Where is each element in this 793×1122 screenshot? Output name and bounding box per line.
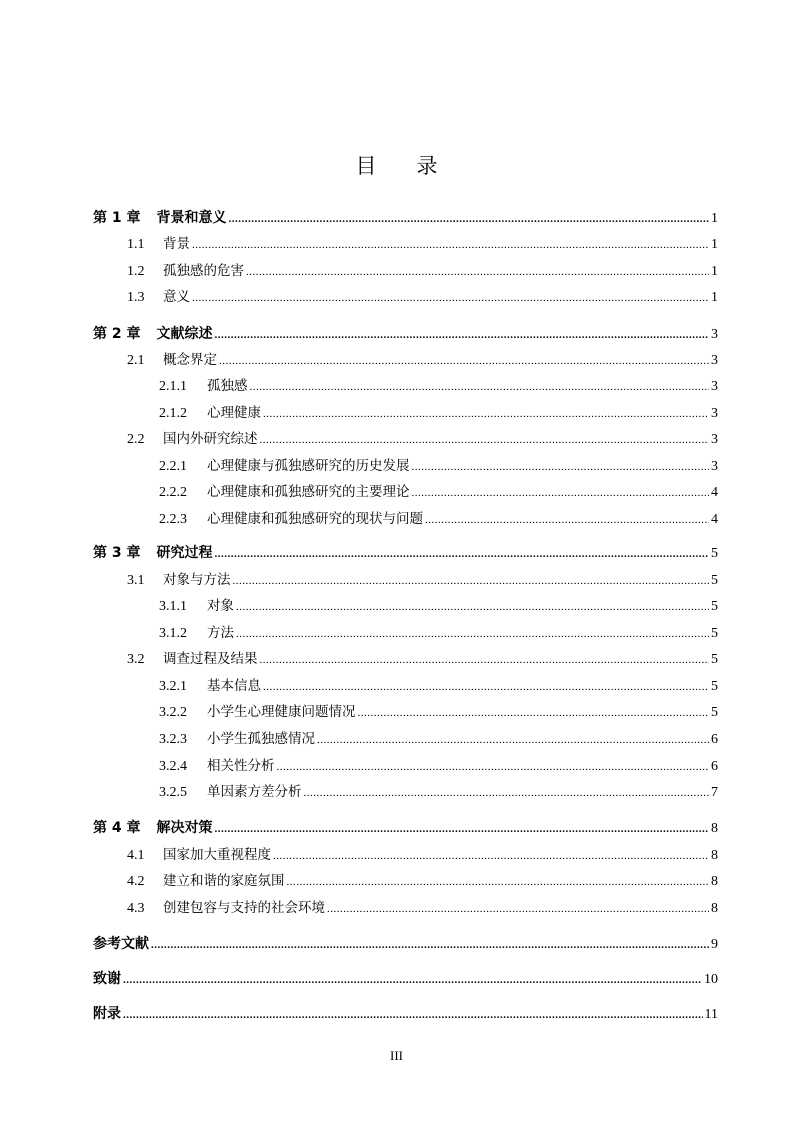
toc-entry[interactable] (93, 781, 718, 803)
toc-entry-page-number: 5 (711, 679, 718, 694)
toc-entry-number: 2.2 (127, 432, 145, 447)
toc-entry-title: 概念界定 (163, 352, 217, 368)
toc-entry-page-number: 9 (711, 937, 718, 952)
toc-entry[interactable] (93, 728, 718, 750)
toc-dot-leader (236, 596, 709, 618)
toc-entry[interactable] (93, 508, 718, 530)
toc-entry-title: 背景 (163, 236, 190, 252)
toc-entry-title: 国家加大重视程度 (163, 847, 271, 863)
toc-entry-number: 第 1 章 (93, 210, 141, 226)
toc-dot-leader (327, 898, 709, 920)
toc-entry-number: 3.1 (127, 573, 145, 588)
toc-entry-title: 心理健康 (207, 405, 261, 421)
toc-entry-title: 心理健康和孤独感研究的现状与问题 (207, 511, 423, 527)
toc-entry-page-number: 6 (711, 732, 718, 747)
toc-entry-number: 第 2 章 (93, 326, 141, 342)
toc-entry-title: 文献综述 (156, 326, 213, 342)
toc-entry-page-number: 3 (711, 406, 718, 421)
toc-entry[interactable] (93, 349, 718, 371)
toc-dot-leader (215, 324, 710, 346)
toc-entry-page-number: 11 (704, 1007, 718, 1022)
toc-entry-title: 孤独感 (207, 378, 248, 394)
toc-dot-leader (263, 676, 709, 698)
toc-entry[interactable] (93, 323, 718, 345)
toc-entry-title: 致谢 (93, 971, 121, 987)
toc-entry-number: 4.1 (127, 848, 145, 863)
toc-entry[interactable] (93, 897, 718, 919)
toc-entry-title: 对象与方法 (163, 572, 231, 588)
toc-entry[interactable] (93, 233, 718, 255)
toc-entry[interactable] (93, 542, 718, 564)
toc-entry-title: 附录 (93, 1006, 121, 1022)
toc-entry[interactable] (93, 455, 718, 477)
toc-entry-number: 2.1.2 (159, 406, 187, 421)
toc-entry[interactable] (93, 481, 718, 503)
toc-entry-title: 孤独感的危害 (163, 263, 244, 279)
toc-entry-page-number: 7 (711, 785, 718, 800)
toc-dot-leader (219, 350, 709, 372)
toc-entry-title: 小学生心理健康问题情况 (207, 704, 356, 720)
toc-dot-leader (192, 234, 709, 256)
toc-entry-page-number: 8 (711, 821, 718, 836)
toc-dot-leader (215, 543, 710, 565)
toc-entry-page-number: 4 (711, 485, 718, 500)
toc-entry-number: 1.3 (127, 290, 145, 305)
toc-entry-number: 3.2.4 (159, 759, 187, 774)
toc-dot-leader (358, 702, 710, 724)
toc-entry[interactable] (93, 1003, 718, 1025)
title-char-left: 目 (355, 154, 377, 178)
toc-entry-number: 3.1.2 (159, 626, 187, 641)
toc-entry-page-number: 3 (711, 432, 718, 447)
toc-dot-leader (273, 845, 709, 867)
toc-entry[interactable] (93, 260, 718, 282)
toc-dot-leader (412, 482, 710, 504)
toc-entry-title: 背景和意义 (156, 210, 227, 226)
toc-entry-title: 对象 (207, 598, 234, 614)
toc-entry-page-number: 1 (711, 264, 718, 279)
toc-dot-leader (192, 287, 709, 309)
page-footer-number: III (390, 1048, 403, 1063)
toc-entry[interactable] (93, 402, 718, 424)
toc-entry[interactable] (93, 595, 718, 617)
toc-entry-title: 单因素方差分析 (207, 784, 302, 800)
toc-entry[interactable] (93, 844, 718, 866)
toc-entry-page-number: 4 (711, 512, 718, 527)
toc-entry-number: 3.2.1 (159, 679, 187, 694)
toc-entry[interactable] (93, 701, 718, 723)
toc-dot-leader (215, 818, 710, 840)
toc-entry[interactable] (93, 675, 718, 697)
toc-entry-number: 第 3 章 (93, 545, 141, 561)
toc-dot-leader (123, 1004, 703, 1026)
toc-entry-number: 3.2.3 (159, 732, 187, 747)
toc-entry-number: 2.2.3 (159, 512, 187, 527)
toc-entry-page-number: 3 (711, 327, 718, 342)
toc-entry-title: 解决对策 (156, 820, 213, 836)
toc-entry-title: 心理健康和孤独感研究的主要理论 (207, 484, 410, 500)
toc-entry-title: 国内外研究综述 (163, 431, 258, 447)
toc-entry-title: 建立和谐的家庭氛围 (163, 873, 285, 889)
toc-entry-number: 3.2.2 (159, 705, 187, 720)
toc-entry-page-number: 3 (711, 353, 718, 368)
toc-entry-page-number: 8 (711, 901, 718, 916)
toc-entry-title: 调查过程及结果 (163, 651, 258, 667)
toc-entry-page-number: 3 (711, 379, 718, 394)
toc-dot-leader (425, 509, 709, 531)
toc-entry-page-number: 5 (711, 546, 718, 561)
toc-entry[interactable] (93, 286, 718, 308)
toc-entry-number: 3.2 (127, 652, 145, 667)
toc-entry-title: 心理健康与孤独感研究的历史发展 (207, 458, 410, 474)
toc-dot-leader (317, 729, 709, 751)
toc-dot-leader (277, 756, 710, 778)
toc-entry[interactable] (93, 207, 718, 229)
toc-dot-leader (260, 649, 710, 671)
toc-entry[interactable] (93, 428, 718, 450)
toc-dot-leader (236, 623, 709, 645)
toc-dot-leader (246, 261, 709, 283)
toc-entry-page-number: 1 (711, 290, 718, 305)
toc-entry-page-number: 6 (711, 759, 718, 774)
toc-dot-leader (123, 969, 702, 991)
toc-entry-page-number: 3 (711, 459, 718, 474)
toc-entry-number: 3.1.1 (159, 599, 187, 614)
toc-entry-title: 基本信息 (207, 678, 261, 694)
toc-entry-page-number: 5 (711, 599, 718, 614)
toc-entry-number: 1.2 (127, 264, 145, 279)
toc-entry-page-number: 8 (711, 874, 718, 889)
toc-entry-title: 方法 (207, 625, 234, 641)
toc-entry-title: 参考文献 (93, 936, 149, 952)
toc-entry-number: 3.2.5 (159, 785, 187, 800)
toc-dot-leader (229, 208, 710, 230)
toc-dot-leader (412, 456, 710, 478)
toc-entry-title: 相关性分析 (207, 758, 275, 774)
toc-dot-leader (260, 429, 710, 451)
toc-entry-number: 2.1 (127, 353, 145, 368)
toc-entry-number: 1.1 (127, 237, 145, 252)
toc-entry-number: 2.2.1 (159, 459, 187, 474)
toc-entry[interactable] (93, 648, 718, 670)
toc-dot-leader (250, 376, 710, 398)
toc-entry[interactable] (93, 870, 718, 892)
toc-entry-page-number: 5 (711, 626, 718, 641)
toc-entry-title: 意义 (163, 289, 190, 305)
toc-entry[interactable] (93, 755, 718, 777)
toc-dot-leader (304, 782, 710, 804)
toc-entry-page-number: 1 (711, 237, 718, 252)
toc-entry-page-number: 5 (711, 652, 718, 667)
toc-entry[interactable] (93, 968, 718, 990)
toc-entry-page-number: 8 (711, 848, 718, 863)
toc-entry-number: 4.3 (127, 901, 145, 916)
toc-entry[interactable] (93, 817, 718, 839)
toc-dot-leader (233, 570, 710, 592)
toc-entry-page-number: 5 (711, 705, 718, 720)
toc-entry-title: 小学生孤独感情况 (207, 731, 315, 747)
page-title (0, 150, 793, 180)
title-char-right: 录 (416, 154, 438, 178)
toc-entry-title: 研究过程 (156, 545, 213, 561)
toc-entry[interactable] (93, 375, 718, 397)
toc-entry-number: 4.2 (127, 874, 145, 889)
toc-entry-number: 2.1.1 (159, 379, 187, 394)
toc-dot-leader (287, 871, 710, 893)
toc-entry[interactable] (93, 622, 718, 644)
toc-entry-title: 创建包容与支持的社会环境 (163, 900, 325, 916)
toc-entry[interactable] (93, 569, 718, 591)
toc-entry[interactable] (93, 933, 718, 955)
toc-entry-page-number: 1 (711, 211, 718, 226)
toc-dot-leader (151, 934, 709, 956)
toc-entry-page-number: 10 (704, 972, 718, 987)
toc-dot-leader (263, 403, 709, 425)
toc-entry-number: 第 4 章 (93, 820, 141, 836)
toc-entry-number: 2.2.2 (159, 485, 187, 500)
toc-entry-page-number: 5 (711, 573, 718, 588)
